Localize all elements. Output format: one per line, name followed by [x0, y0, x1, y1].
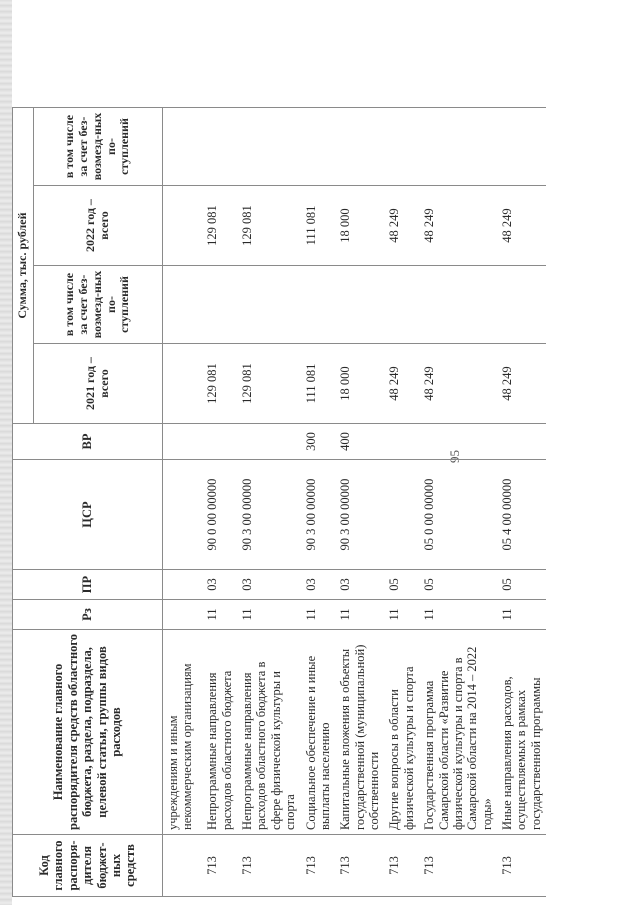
cell-2021-total: 48 249: [497, 344, 546, 424]
cell-2021-incl: [335, 266, 384, 344]
cell-rz: 11: [419, 600, 497, 630]
cell-2022-incl: [202, 108, 237, 186]
table-row: [301, 108, 336, 897]
cell-name: Непрограммные направления расходов областного бюджета в сфере физической культуры и спорта: [237, 630, 301, 835]
header-sum-group: Сумма, тыс. рублей: [13, 108, 34, 424]
cell-2021-total: 18 000: [335, 344, 384, 424]
table-row: [384, 108, 419, 897]
cell-rz: 11: [384, 600, 419, 630]
cell-2022-total: 18 000: [335, 186, 384, 266]
cell-2021-total: 129 081: [237, 344, 301, 424]
page-number: 95: [447, 450, 462, 463]
cell-2022-total: 48 249: [497, 186, 546, 266]
cell-csr: 90 3 00 00000: [237, 460, 301, 570]
cell-2021-total: 129 081: [202, 344, 237, 424]
cell-vr: 400: [335, 424, 384, 460]
header-2022-incl: в том числе за счет без-возмезд-ных по-ступлений: [33, 108, 162, 186]
cell-rz: [162, 600, 202, 630]
cell-2022-incl: [301, 108, 336, 186]
header-2021-incl: в том числе за счет без-возмезд-ных по-ступлений: [33, 266, 162, 344]
table-row: [335, 108, 384, 897]
header-code: Код главного распоря-дителя бюджет-ных средств: [13, 835, 163, 897]
cell-code: 713: [301, 835, 336, 897]
cell-2022-total: 111 081: [301, 186, 336, 266]
cell-vr: [202, 424, 237, 460]
header-rz: Рз: [13, 600, 163, 630]
cell-code: 713: [335, 835, 384, 897]
cell-2021-total: 48 249: [419, 344, 497, 424]
cell-vr: [237, 424, 301, 460]
cell-code: 713: [237, 835, 301, 897]
cell-2021-incl: [237, 266, 301, 344]
cell-2022-incl: [237, 108, 301, 186]
cell-pr: 05: [497, 570, 546, 600]
cell-code: 713: [419, 835, 497, 897]
cell-vr: 300: [301, 424, 336, 460]
cell-name: Другие вопросы в области физической культуры и спорта: [384, 630, 419, 835]
cell-rz: 11: [497, 600, 546, 630]
cell-csr: 90 3 00 00000: [335, 460, 384, 570]
cell-2021-incl: [301, 266, 336, 344]
cell-name: учреждениям и иным некоммерческим организациям: [162, 630, 202, 835]
cell-2022-total: [162, 186, 202, 266]
cell-pr: 03: [237, 570, 301, 600]
cell-csr: 90 3 00 00000: [301, 460, 336, 570]
cell-name: Непрограммные направления расходов областного бюджета: [202, 630, 237, 835]
header-pr: ПР: [13, 570, 163, 600]
cell-csr: 05 0 00 00000: [419, 460, 497, 570]
cell-code: 713: [202, 835, 237, 897]
cell-pr: 03: [301, 570, 336, 600]
cell-pr: 03: [202, 570, 237, 600]
header-2022-total: 2022 год – всего: [33, 186, 162, 266]
cell-rz: 11: [301, 600, 336, 630]
cell-vr: [497, 424, 546, 460]
cell-code: 713: [497, 835, 546, 897]
cell-2021-incl: [202, 266, 237, 344]
cell-rz: 11: [202, 600, 237, 630]
table-row: [237, 108, 301, 897]
cell-2021-total: 48 249: [384, 344, 419, 424]
header-vr: ВР: [13, 424, 163, 460]
cell-2022-incl: [162, 108, 202, 186]
cell-rz: 11: [335, 600, 384, 630]
cell-csr: [162, 460, 202, 570]
cell-vr: [419, 424, 497, 460]
cell-csr: 90 0 00 00000: [202, 460, 237, 570]
table-row: [202, 108, 237, 897]
table-row: [497, 108, 546, 897]
cell-2021-incl: [384, 266, 419, 344]
cell-name: Социальное обеспечение и иные выплаты населению: [301, 630, 336, 835]
cell-2022-incl: [497, 108, 546, 186]
cell-pr: [162, 570, 202, 600]
cell-code: 713: [384, 835, 419, 897]
header-csr: ЦСР: [13, 460, 163, 570]
table-row: [162, 108, 202, 897]
header-row-1: [13, 108, 34, 897]
budget-table: [12, 107, 546, 897]
cell-csr: [384, 460, 419, 570]
cell-csr: 05 4 00 00000: [497, 460, 546, 570]
cell-2022-incl: [335, 108, 384, 186]
table-row: [419, 108, 497, 897]
cell-vr: [162, 424, 202, 460]
cell-name: Капитальные вложения в объекты государственной (муниципальной) собственности: [335, 630, 384, 835]
cell-2021-incl: [162, 266, 202, 344]
header-name: Наименование главного распорядителя средств областного бюджета, раздела, подраздела, целевой статьи, группы видов расходов: [13, 630, 163, 835]
cell-2022-total: 129 081: [202, 186, 237, 266]
cell-name: Иные направления расходов, осуществляемых в рамках государственной программы: [497, 630, 546, 835]
cell-pr: 05: [384, 570, 419, 600]
cell-2022-incl: [419, 108, 497, 186]
cell-2021-total: 111 081: [301, 344, 336, 424]
header-2021-total: 2021 год – всего: [33, 344, 162, 424]
cell-2021-incl: [497, 266, 546, 344]
cell-2022-total: 48 249: [419, 186, 497, 266]
cell-code: [162, 835, 202, 897]
cell-2022-total: 129 081: [237, 186, 301, 266]
cell-2021-incl: [419, 266, 497, 344]
cell-pr: 03: [335, 570, 384, 600]
cell-2022-total: 48 249: [384, 186, 419, 266]
cell-name: Государственная программа Самарской области «Развитие физической культуры и спорта в Самарской области на 2014 – 2022 годы»: [419, 630, 497, 835]
cell-pr: 05: [419, 570, 497, 600]
cell-rz: 11: [237, 600, 301, 630]
cell-2022-incl: [384, 108, 419, 186]
cell-2021-total: [162, 344, 202, 424]
cell-vr: [384, 424, 419, 460]
